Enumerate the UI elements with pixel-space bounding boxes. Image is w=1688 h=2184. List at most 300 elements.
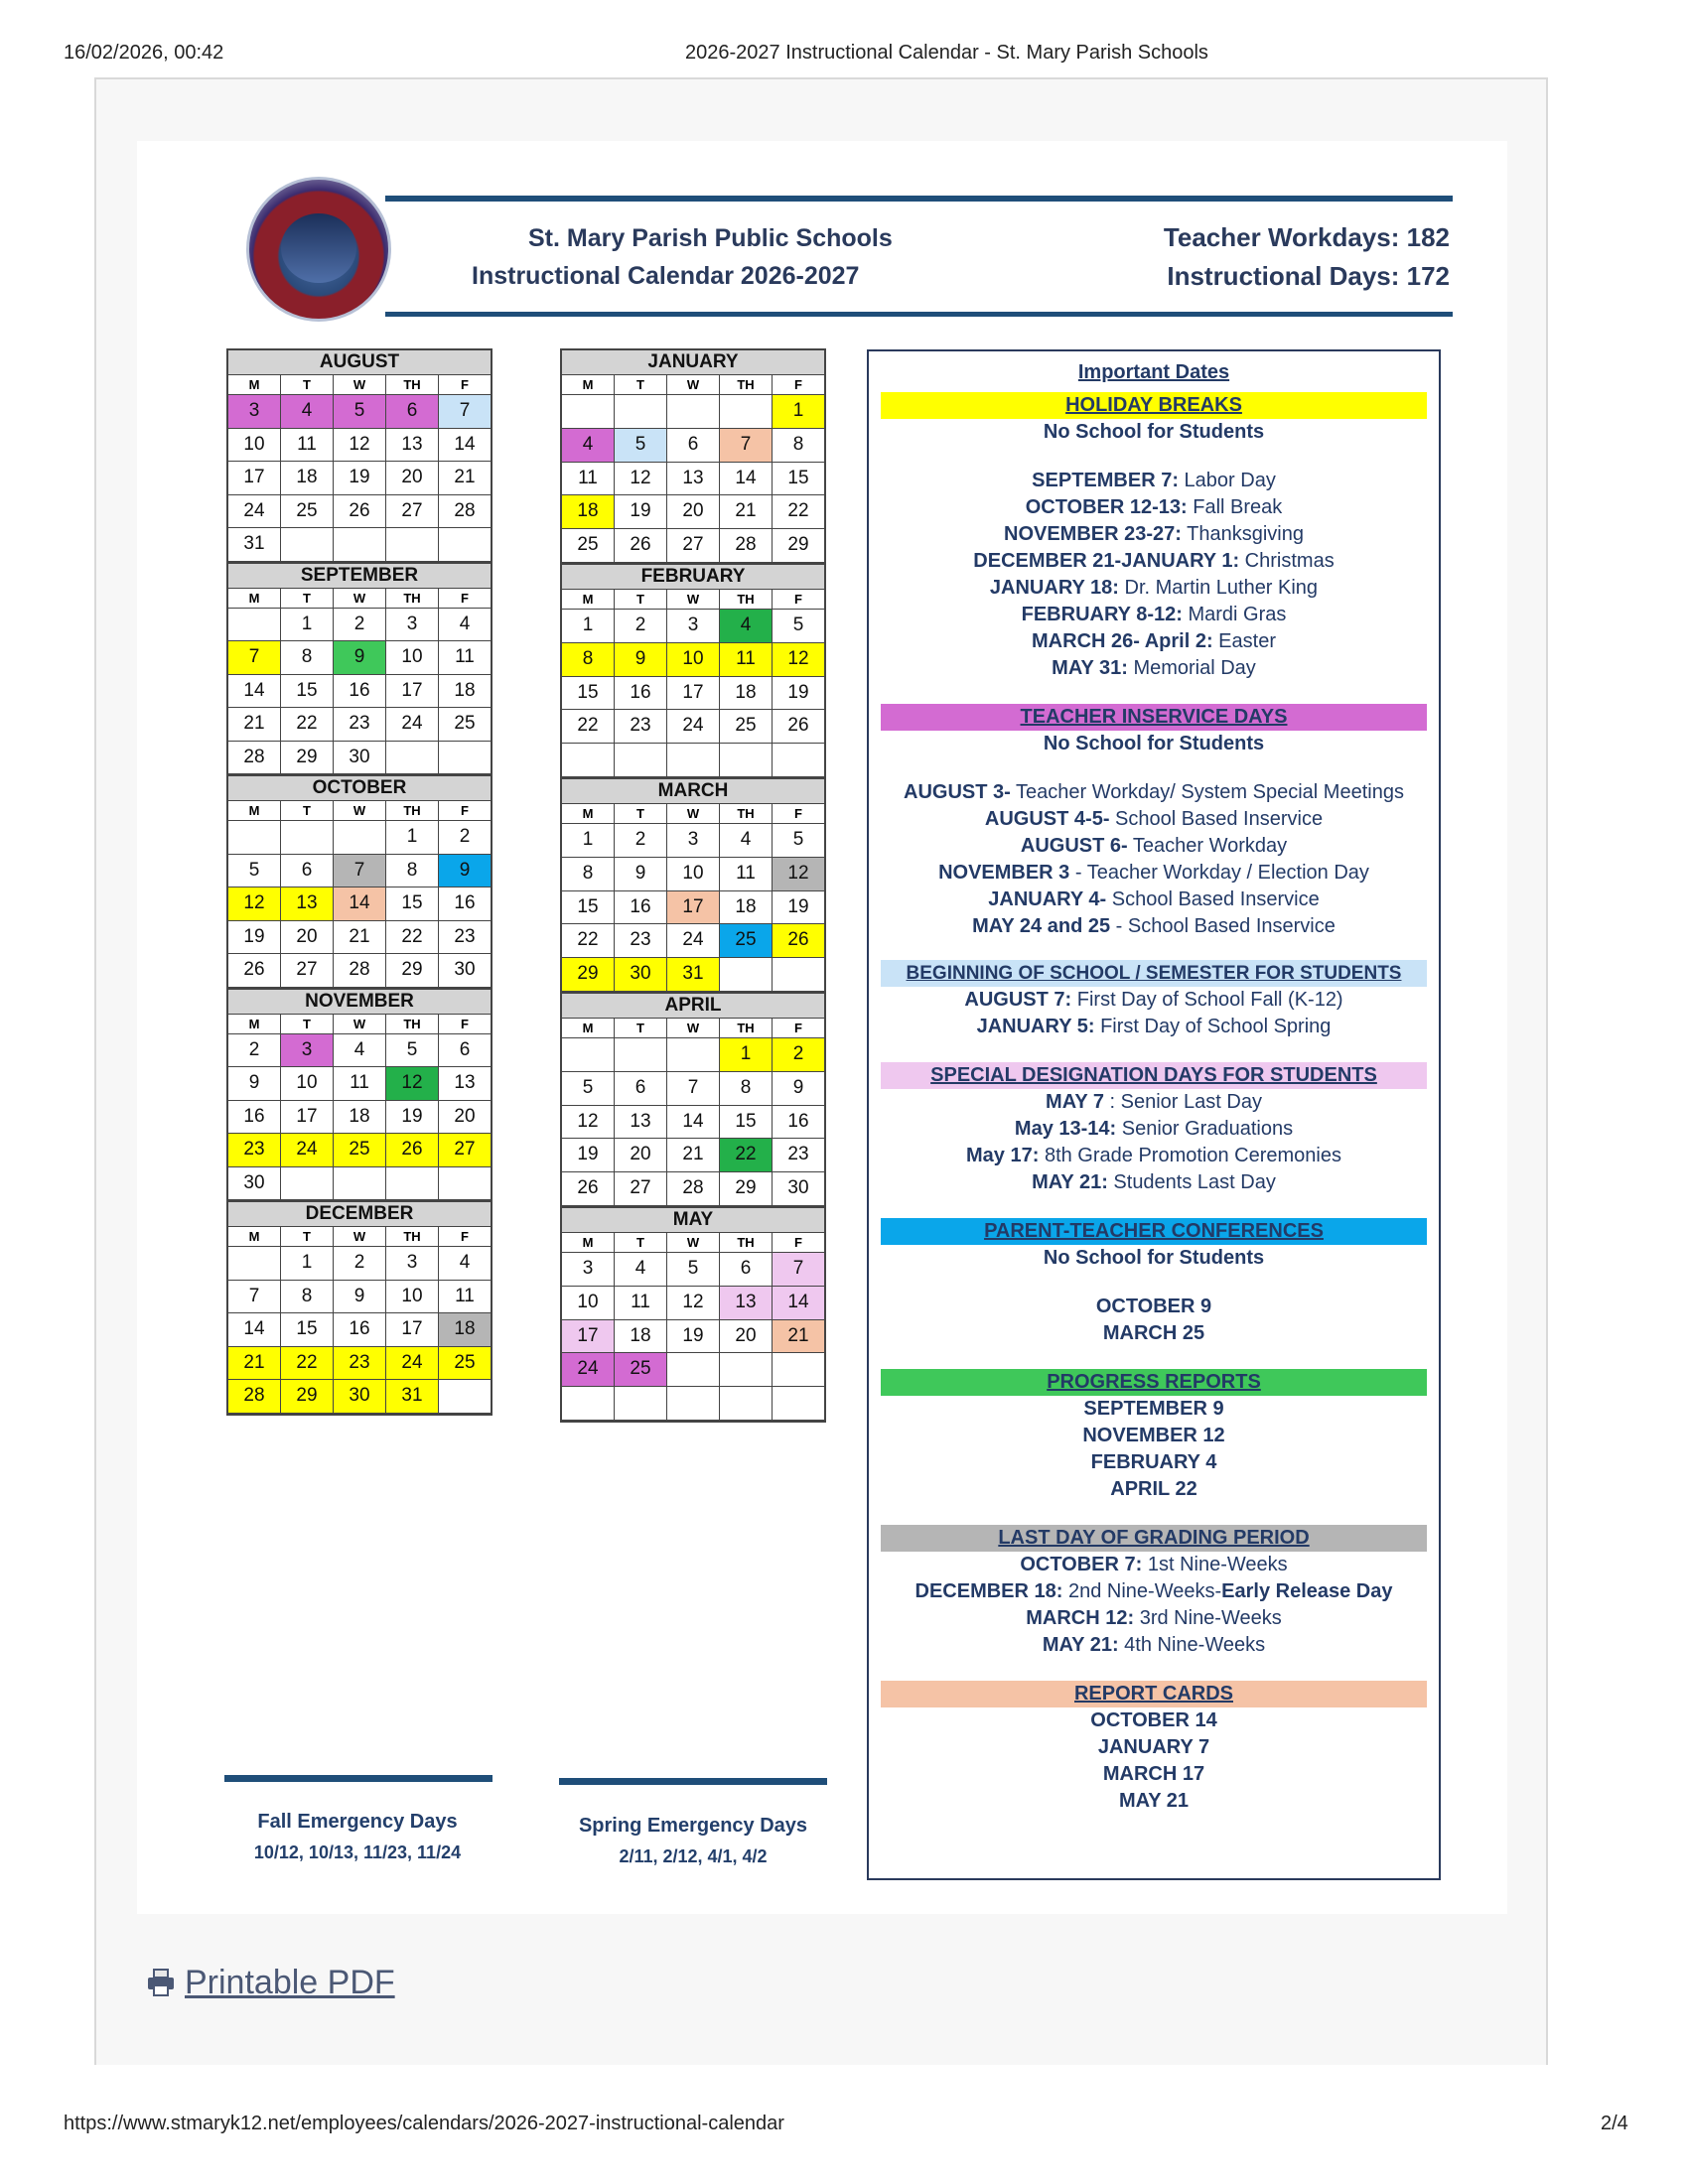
special-heading: SPECIAL DESIGNATION DAYS FOR STUDENTS [881,1062,1427,1089]
month-february [560,563,826,777]
item-desc: 2nd Nine-Weeks- [1062,1580,1222,1602]
day-cell: 3 [228,395,280,428]
day-cell: 27 [438,1134,491,1166]
day-cell: 6 [385,395,438,428]
printable-pdf-link[interactable]: Printable PDF [185,1964,395,2001]
day-cell: 30 [772,1172,824,1205]
day-cell: 26 [614,529,666,562]
inservice-heading: TEACHER INSERVICE DAYS [881,704,1427,731]
week-row [228,495,491,529]
week-row [562,1387,824,1421]
day-cell [562,395,614,428]
day-cell: 5 [614,429,666,462]
day-cell: 27 [614,1172,666,1205]
day-cell: 4 [562,429,614,462]
day-cell: 19 [772,677,824,710]
week-row [228,395,491,429]
month-november [226,988,492,1201]
day-cell: 2 [248,1038,260,1060]
day-cell: 8 [719,1072,772,1105]
month-name: NOVEMBER [228,988,491,1014]
day-cell: 16 [438,887,491,920]
item-desc: Labor Day [1178,470,1276,491]
month-april [560,992,826,1206]
print-url: https://www.stmaryk12.net/employees/calendars/2026-2027-instructional-calendar [64,2113,784,2134]
day-cell: 14 [438,429,491,462]
day-cell: 8 [772,429,824,462]
beginning-list [869,987,1439,1040]
weekday-label: M [248,590,260,606]
day-cell [562,744,614,776]
item-desc: Fall Break [1187,496,1283,518]
report-heading: REPORT CARDS [881,1681,1427,1707]
day-cell [562,1387,614,1420]
day-cell: 25 [438,1347,491,1380]
weekday-label: M [248,1016,260,1031]
weekday-label: W [333,589,385,608]
item-date: May 17: [966,1145,1040,1166]
item-desc: Easter [1212,630,1276,652]
weekday-label: T [280,801,333,820]
weekday-label: M [582,591,594,607]
instructional-days: Instructional Days: 172 [1167,261,1450,291]
day-cell: 26 [385,1134,438,1166]
week-row [228,429,491,463]
holiday-item [869,655,1439,682]
weekday-label: M [248,803,260,818]
weekday-label: TH [719,1019,772,1037]
day-cell: 10 [666,858,719,890]
item-desc: 8th Grade Promotion Ceremonies [1039,1145,1341,1166]
day-cell: 23 [438,921,491,954]
month-name: OCTOBER [228,774,491,800]
weekday-header [562,374,824,395]
day-cell: 9 [614,858,666,890]
day-cell: 9 [333,1281,385,1313]
day-cell: 2 [772,1038,824,1071]
day-cell: 21 [333,921,385,954]
day-cell: 11 [280,429,333,462]
day-cell: 1 [280,1247,333,1280]
day-cell: 31 [666,958,719,991]
conferences-list [869,1294,1439,1347]
day-cell [666,1353,719,1386]
holiday-item [869,575,1439,602]
special-list [869,1089,1439,1196]
item-desc: First Day of School Spring [1094,1016,1332,1037]
day-cell [228,1247,280,1280]
day-cell: 21 [719,495,772,528]
weekday-label: T [614,375,666,394]
weekday-label: T [280,1015,333,1033]
day-cell: 3 [582,1257,594,1279]
day-cell: 23 [614,710,666,743]
day-cell: 26 [772,924,824,957]
weekday-label: M [582,1020,594,1035]
weekday-label: F [772,804,824,823]
day-cell: 5 [333,395,385,428]
week-row [228,1380,491,1414]
weekday-label: T [280,589,333,608]
spring-emergency-title: Spring Emergency Days [578,1815,808,1837]
grading-item [869,1605,1439,1632]
day-cell: 11 [614,1287,666,1319]
day-cell: 18 [438,1313,491,1346]
day-cell: 6 [438,1034,491,1067]
day-cell: 7 [228,641,280,674]
week-row [562,1139,824,1172]
inservice-item [869,913,1439,940]
day-cell: 15 [772,463,824,495]
fall-emergency-title: Fall Emergency Days [257,1811,458,1833]
day-cell: 22 [577,929,599,951]
item-date: AUGUST 6- [1020,835,1128,857]
week-row [562,1172,824,1206]
day-cell: 12 [228,887,280,920]
item-date: DECEMBER 21-JANUARY 1: [973,550,1240,572]
week-row [228,641,491,675]
beginning-heading: BEGINNING OF SCHOOL / SEMESTER FOR STUDENTS [881,960,1427,987]
day-cell: 12 [333,429,385,462]
week-row [562,924,824,958]
week-row [228,1101,491,1135]
day-cell: 31 [385,1380,438,1413]
day-cell [385,528,438,561]
day-cell: 14 [333,887,385,920]
month-may [560,1206,826,1423]
day-cell: 5 [772,610,824,642]
inservice-item [869,833,1439,860]
day-cell: 17 [666,891,719,924]
day-cell: 17 [385,675,438,708]
weekday-label: T [614,590,666,609]
day-cell [719,1387,772,1420]
week-row [228,742,491,775]
week-row [228,1034,491,1068]
district-seal-icon [246,177,391,322]
week-row [562,710,824,744]
spring-calendar [560,348,826,1423]
progress-item: SEPTEMBER 9 [1083,1398,1224,1420]
day-cell: 6 [614,1072,666,1105]
day-cell: 19 [666,1320,719,1353]
week-row [562,610,824,643]
item-desc: 4th Nine-Weeks [1118,1634,1266,1656]
day-cell [614,1387,666,1420]
weekday-label: T [614,1233,666,1252]
day-cell: 1 [772,395,824,428]
day-cell: 8 [280,1281,333,1313]
day-cell: 20 [280,921,333,954]
day-cell: 25 [438,708,491,741]
day-cell: 15 [577,895,599,917]
day-cell [772,1353,824,1386]
day-cell: 10 [280,1067,333,1100]
grading-heading: LAST DAY OF GRADING PERIOD [881,1525,1427,1552]
day-cell: 9 [333,641,385,674]
day-cell: 7 [719,429,772,462]
day-cell: 11 [719,858,772,890]
day-cell: 9 [614,643,666,676]
day-cell [228,609,280,641]
holiday-list [869,468,1439,682]
day-cell: 16 [243,1105,265,1127]
weekday-label: W [666,1019,719,1037]
week-row [228,708,491,742]
print-page-number: 2/4 [1601,2113,1628,2134]
week-row [562,429,824,463]
week-row [562,1253,824,1287]
weekday-header [562,589,824,610]
item-date: MARCH 26- April 2: [1032,630,1213,652]
day-cell: 7 [772,1253,824,1286]
day-cell [385,1167,438,1200]
day-cell: 12 [577,1110,599,1132]
item-date: AUGUST 3- [904,781,1011,803]
item-date: JANUARY 4- [988,888,1107,910]
day-cell: 1 [582,614,594,635]
day-cell: 18 [280,462,333,494]
day-cell: 28 [438,495,491,528]
week-row [562,529,824,563]
day-cell [280,821,333,854]
day-cell [719,744,772,776]
week-row [562,1320,824,1354]
day-cell: 25 [333,1134,385,1166]
item-date: SEPTEMBER 7: [1032,470,1179,491]
report-item: MAY 21 [1118,1790,1190,1812]
district-name: St. Mary Parish Public Schools [528,224,893,252]
day-cell: 3 [666,824,719,857]
day-cell: 26 [333,495,385,528]
day-cell: 12 [614,463,666,495]
day-cell: 20 [719,1320,772,1353]
day-cell: 14 [666,1106,719,1139]
holiday-item [869,468,1439,494]
day-cell: 28 [719,529,772,562]
grading-item [869,1552,1439,1578]
day-cell: 22 [280,708,333,741]
week-row [562,824,824,858]
day-cell: 2 [333,609,385,641]
day-cell: 11 [438,1281,491,1313]
weekday-label: W [666,804,719,823]
print-datetime: 16/02/2026, 00:42 [64,42,224,64]
important-dates-title: Important Dates [1077,361,1230,383]
day-cell: 24 [280,1134,333,1166]
day-cell: 29 [772,529,824,562]
item-desc: Thanksgiving [1181,523,1304,545]
item-date: NOVEMBER 3 [938,862,1070,884]
day-cell [438,1167,491,1200]
spring-emergency-dates: 2/11, 2/12, 4/1, 4/2 [619,1846,768,1866]
day-cell: 16 [772,1106,824,1139]
day-cell: 20 [614,1139,666,1171]
week-row [562,495,824,529]
progress-item: APRIL 22 [1110,1478,1197,1500]
weekday-header [228,1226,491,1247]
holiday-item [869,494,1439,521]
day-cell [772,958,824,991]
holiday-heading: HOLIDAY BREAKS [881,392,1427,419]
month-name: APRIL [562,992,824,1018]
day-cell: 13 [666,463,719,495]
item-date: DECEMBER 18: [914,1580,1063,1602]
week-row [228,954,491,988]
day-cell: 28 [228,1380,280,1413]
week-row [562,677,824,711]
day-cell: 6 [280,855,333,887]
day-cell: 19 [577,1144,599,1165]
day-cell: 24 [562,1353,614,1386]
day-cell: 23 [614,924,666,957]
day-cell: 15 [385,887,438,920]
week-row [562,1038,824,1072]
day-cell: 25 [614,1353,666,1386]
day-cell: 13 [719,1287,772,1319]
day-cell: 24 [666,710,719,743]
week-row [228,528,491,562]
day-cell: 23 [333,708,385,741]
day-cell: 9 [772,1072,824,1105]
weekday-label: M [248,377,260,392]
day-cell: 21 [772,1320,824,1353]
weekday-label: TH [385,801,438,820]
weekday-label: F [772,1233,824,1252]
week-row [228,921,491,955]
day-cell: 12 [385,1067,438,1100]
day-cell: 19 [333,462,385,494]
week-row [562,744,824,777]
day-cell: 25 [280,495,333,528]
day-cell: 14 [772,1287,824,1319]
day-cell [666,395,719,428]
day-cell: 20 [666,495,719,528]
day-cell [666,1387,719,1420]
month-name: MARCH [562,777,824,803]
day-cell: 1 [719,1038,772,1071]
weekday-label: W [666,590,719,609]
inservice-item [869,860,1439,887]
day-cell: 26 [772,710,824,743]
day-cell [719,1353,772,1386]
month-name: FEBRUARY [562,563,824,589]
grading-item [869,1578,1439,1605]
day-cell [614,395,666,428]
item-desc: School Based Inservice [1109,808,1324,830]
item-date: MAY 21: [1042,1634,1119,1656]
item-date: OCTOBER 12-13: [1025,496,1188,518]
weekday-label: F [772,1019,824,1037]
conferences-heading: PARENT-TEACHER CONFERENCES [881,1218,1427,1245]
day-cell: 4 [333,1034,385,1067]
progress-heading: PROGRESS REPORTS [881,1369,1427,1396]
weekday-label: TH [385,375,438,394]
weekday-label: W [666,375,719,394]
day-cell [614,1038,666,1071]
print-page-title: 2026-2027 Instructional Calendar - St. Mary Parish Schools [685,42,1208,64]
weekday-label: TH [719,590,772,609]
weekday-label: W [333,801,385,820]
week-row [228,609,491,642]
item-desc: 1st Nine-Weeks [1142,1554,1288,1575]
weekday-label: T [280,375,333,394]
weekday-label: F [438,589,491,608]
item-desc: - School Based Inservice [1110,915,1336,937]
day-cell [280,528,333,561]
day-cell: 1 [385,821,438,854]
day-cell: 17 [385,1313,438,1346]
day-cell: 24 [243,499,265,521]
grading-list [869,1552,1439,1659]
day-cell: 11 [719,643,772,676]
day-cell: 24 [666,924,719,957]
weekday-header [228,1014,491,1034]
conferences-sub: No School for Students [1043,1247,1265,1269]
weekday-label: TH [719,1233,772,1252]
day-cell: 9 [438,855,491,887]
day-cell: 1 [280,609,333,641]
beginning-item [869,987,1439,1014]
item-date: MAY 7 [1046,1091,1104,1113]
item-desc: Dr. Martin Luther King [1118,577,1319,599]
day-cell [772,744,824,776]
special-item [869,1089,1439,1116]
inservice-list [869,779,1439,940]
day-cell: 2 [438,821,491,854]
day-cell [719,958,772,991]
day-cell: 29 [280,742,333,774]
inservice-item [869,806,1439,833]
week-row [562,891,824,925]
weekday-label: TH [385,589,438,608]
day-cell: 10 [243,433,265,455]
week-row [228,1347,491,1381]
day-cell: 15 [577,681,599,703]
month-name: AUGUST [228,348,491,374]
weekday-label: TH [719,375,772,394]
day-cell [228,821,280,854]
day-cell: 4 [719,610,772,642]
printer-icon[interactable] [146,1968,176,1997]
day-cell: 22 [385,921,438,954]
day-cell: 3 [385,1247,438,1280]
weekday-label: T [614,804,666,823]
day-cell: 30 [333,742,385,774]
report-list [869,1707,1439,1815]
day-cell: 5 [582,1076,594,1098]
weekday-label: W [333,375,385,394]
weekday-label: F [772,590,824,609]
item-desc: Christmas [1239,550,1335,572]
item-desc: Senior Graduations [1116,1118,1294,1140]
weekday-header [228,374,491,395]
weekday-label: TH [385,1227,438,1246]
day-cell: 17 [243,467,265,487]
special-item [869,1169,1439,1196]
day-cell: 2 [614,610,666,642]
day-cell [562,1038,614,1071]
day-cell: 25 [719,710,772,743]
day-cell: 27 [385,495,438,528]
month-december [226,1200,492,1416]
day-cell [333,1167,385,1200]
day-cell: 30 [614,958,666,991]
item-desc: Mardi Gras [1182,604,1287,625]
fall-end-bar [224,1775,492,1782]
weekday-label: F [438,1227,491,1246]
week-row [562,643,824,677]
